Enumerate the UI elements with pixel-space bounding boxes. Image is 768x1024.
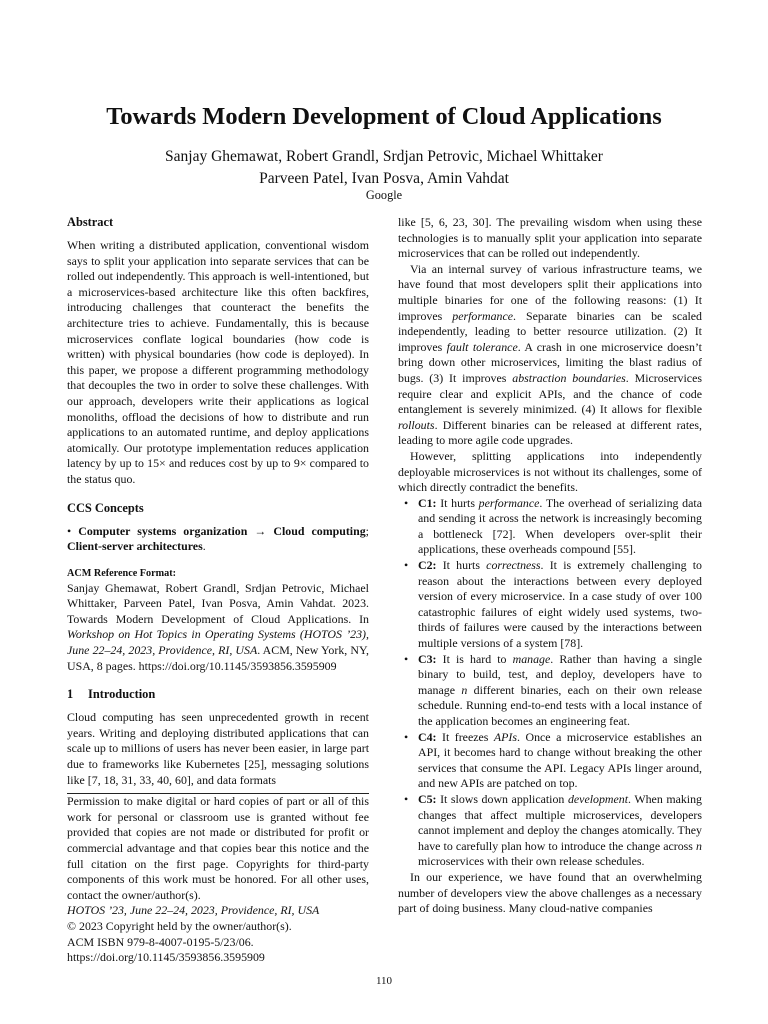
permission-notice: Permission to make digital or hard copies of part or all of this work for personal or classroom use is granted without fee provided that copies are not made or distributed for profit or commercial advantage and that copies bear this notice and the full citation on the first page. Copyrights for third-party components of this work must be honored. For all other uses, contact the owner/author(s). bbox=[67, 794, 369, 902]
list-bullet: • bbox=[404, 495, 409, 510]
p2-part-a: Via an internal survey of various infrastructure teams, we have found that most developers split their applications into multiple binaries for one of the following reasons: (1) It improves bbox=[398, 261, 702, 323]
acm-reference-text bbox=[67, 581, 369, 675]
right-column bbox=[398, 215, 702, 917]
challenge-label: C5: bbox=[418, 791, 437, 806]
challenge-emphasis: n bbox=[461, 682, 468, 697]
challenge-item bbox=[398, 496, 702, 558]
challenge-item bbox=[398, 558, 702, 652]
challenge-emphasis: development bbox=[567, 791, 629, 806]
challenge-emphasis: manage bbox=[512, 651, 551, 666]
challenge-label: C2: bbox=[418, 558, 437, 573]
ccs-separator: ; bbox=[365, 523, 369, 538]
footnote-venue: HOTOS ’23, June 22–24, 2023, Providence, RI, USA bbox=[67, 903, 320, 918]
abstract-text: When writing a distributed application, conventional wisdom says to split your application into separate services that can be rolled out independently. This approach is well-intentioned, but a microservices-based architecture like this often backfires, introducing challenges that counteract the benefits the architecture tries to achieve. Fundamentally, this is because microservices conflate logical boundaries (how code is written) with physical boundaries (how code is deployed). In this paper, we propose a different programming methodology that decouples the two in order to solve these challenges. With our approach, developers write their applications as logical monoliths, offload the decisions of how to distribute and run applications to an automated runtime, and deploy applications atomically. Our prototype implementation reduces application latency by up to 15× and reduces cost by up to 9× compared to the status quo. bbox=[67, 238, 369, 486]
affiliation: Google bbox=[365, 188, 403, 202]
challenge-text: It hurts bbox=[436, 495, 479, 510]
challenge-item bbox=[398, 730, 702, 792]
challenge-text: It freezes bbox=[436, 729, 494, 744]
author-list bbox=[0, 146, 768, 189]
acm-reference-venue: Workshop on Hot Topics in Operating Systems (HOTOS ’23), June 22–24, 2023, Providence, RI, USA bbox=[67, 627, 369, 658]
p2-part-c: . Separate binaries can be scaled independently, leading to better resource utilization. (2) It improves bbox=[398, 308, 703, 354]
acm-reference-part-1: Sanjay Ghemawat, Robert Grandl, Srdjan Petrovic, Michael Whittaker, Parveen Patel, Ivan Posva, Amin Vahdat. 2023. Towards Modern Development of Cloud Applications. In bbox=[67, 580, 369, 626]
challenge-text: . When making changes that affect multiple microservices, developers cannot implement and deploy the changes atomically. They have to carefully plan how to introduce the change across bbox=[418, 791, 702, 853]
challenge-list bbox=[398, 496, 702, 870]
ccs-arrow: → bbox=[254, 523, 267, 538]
section-title: Introduction bbox=[88, 687, 156, 702]
ccs-concept-3: Client-server architectures bbox=[67, 539, 203, 554]
page-number: 110 bbox=[375, 975, 393, 987]
challenge-label: C1: bbox=[418, 495, 437, 510]
p2-em-performance: performance bbox=[452, 308, 514, 323]
ccs-heading: CCS Concepts bbox=[67, 500, 144, 515]
p2-em-abstraction: abstraction boundaries bbox=[512, 370, 626, 385]
right-paragraph-1: like [5, 6, 23, 30]. The prevailing wisdom when using these technologies is to manually split your application into separate microservices that can be rolled out independently. bbox=[398, 215, 702, 261]
ccs-bullet: • bbox=[67, 523, 72, 538]
challenge-text: . Rather than having a single binary to build, test, and deploy, developers have to manage bbox=[418, 651, 703, 697]
footnote-copyright: © 2023 Copyright held by the owner/author(s). bbox=[67, 918, 292, 933]
challenge-label: C4: bbox=[418, 729, 437, 744]
p2-em-rollouts: rollouts bbox=[398, 417, 435, 432]
challenge-text: It is hard to bbox=[436, 651, 513, 666]
acm-reference-heading: ACM Reference Format: bbox=[67, 567, 176, 579]
p2-em-fault-tolerance: fault tolerance bbox=[446, 339, 518, 354]
ccs-end: . bbox=[202, 539, 206, 554]
ccs-concept-2: Cloud computing bbox=[273, 523, 366, 538]
challenge-item bbox=[398, 652, 702, 730]
p2-part-i: . Different binaries can be released at different rates, leading to more agile code upgrades. bbox=[398, 417, 702, 448]
section-heading-introduction bbox=[67, 686, 369, 703]
list-bullet: • bbox=[404, 558, 409, 573]
section-number: 1 bbox=[67, 687, 74, 702]
ccs-concept-1: Computer systems organization bbox=[78, 523, 248, 538]
right-paragraph-3: However, splitting applications into independently deployable microservices is not without its challenges, some of which directly contradict the benefits. bbox=[398, 448, 702, 495]
author-line-1: Sanjay Ghemawat, Robert Grandl, Srdjan Petrovic, Michael Whittaker bbox=[165, 148, 603, 165]
challenge-text: microservices with their own release schedules. bbox=[418, 854, 645, 869]
p2-part-g: . Microservices require clear and explicit APIs, and the chance of code entanglement is severely minimized. (4) It allows for flexible bbox=[398, 370, 702, 417]
right-paragraph-2 bbox=[398, 262, 702, 449]
right-paragraph-4: In our experience, we have found that an overwhelming number of developers view the above challenges as a necessary part of doing business. Many cloud-native companies bbox=[398, 869, 702, 916]
challenge-emphasis: APIs bbox=[493, 729, 518, 744]
abstract-heading: Abstract bbox=[67, 215, 114, 229]
author-line-2: Parveen Patel, Ivan Posva, Amin Vahdat bbox=[259, 169, 509, 187]
p2-part-e: . A crash in one microservice doesn’t bring down other microservices, limiting the blast radius of bugs. (3) It improves bbox=[398, 339, 702, 385]
challenge-label: C3: bbox=[418, 651, 437, 666]
paper-title: Towards Modern Development of Cloud Applications bbox=[106, 103, 662, 130]
challenge-item bbox=[398, 792, 702, 870]
footnote-doi: https://doi.org/10.1145/3593856.3595909 bbox=[67, 950, 265, 965]
challenge-emphasis: n bbox=[696, 838, 702, 853]
footnote-isbn: ACM ISBN 979-8-4007-0195-5/23/06. bbox=[67, 934, 254, 949]
challenge-text: It hurts bbox=[436, 558, 487, 573]
challenge-text: different binaries, each on their own release schedule. Running end-to-end tests with a local instance of the application becomes an engineering feat. bbox=[418, 682, 702, 728]
challenge-text: . Once a microservice establishes an API, it becomes hard to change without breaking the other services that consume the API. Legacy APIs linger around, and new APIs are patched on top. bbox=[418, 729, 702, 791]
left-column bbox=[67, 214, 369, 966]
list-bullet: • bbox=[404, 791, 409, 806]
challenge-emphasis: performance bbox=[478, 495, 540, 510]
challenge-text: It slows down application bbox=[436, 791, 568, 806]
challenge-text: . It is extremely challenging to reason about the interactions between every deployed version of every microservice. In a case study of over 100 catastrophic failures of eight widely used systems, two-thirds of failures were caused by the interactions between multiple versions of a system [78]. bbox=[418, 558, 702, 651]
intro-paragraph: Cloud computing has seen unprecedented growth in recent years. Writing and deploying distributed applications that can scale up to millions of users has never been easier, in large part due to frameworks like Kubernetes [25], messaging solutions like [7, 18, 31, 33, 40, 60], and data formats bbox=[67, 710, 369, 787]
ccs-concepts bbox=[67, 524, 369, 555]
list-bullet: • bbox=[404, 651, 409, 666]
acm-reference-part-2: . ACM, New York, NY, USA, 8 pages. https://doi.org/10.1145/3593856.3595909 bbox=[67, 643, 369, 673]
challenge-emphasis: correctness bbox=[486, 558, 541, 573]
challenge-text: . The overhead of serializing data and sending it across the network is increasingly becoming a bottleneck [72]. When developers over-split their applications, these overheads compound [55]. bbox=[418, 495, 702, 557]
list-bullet: • bbox=[404, 729, 409, 744]
